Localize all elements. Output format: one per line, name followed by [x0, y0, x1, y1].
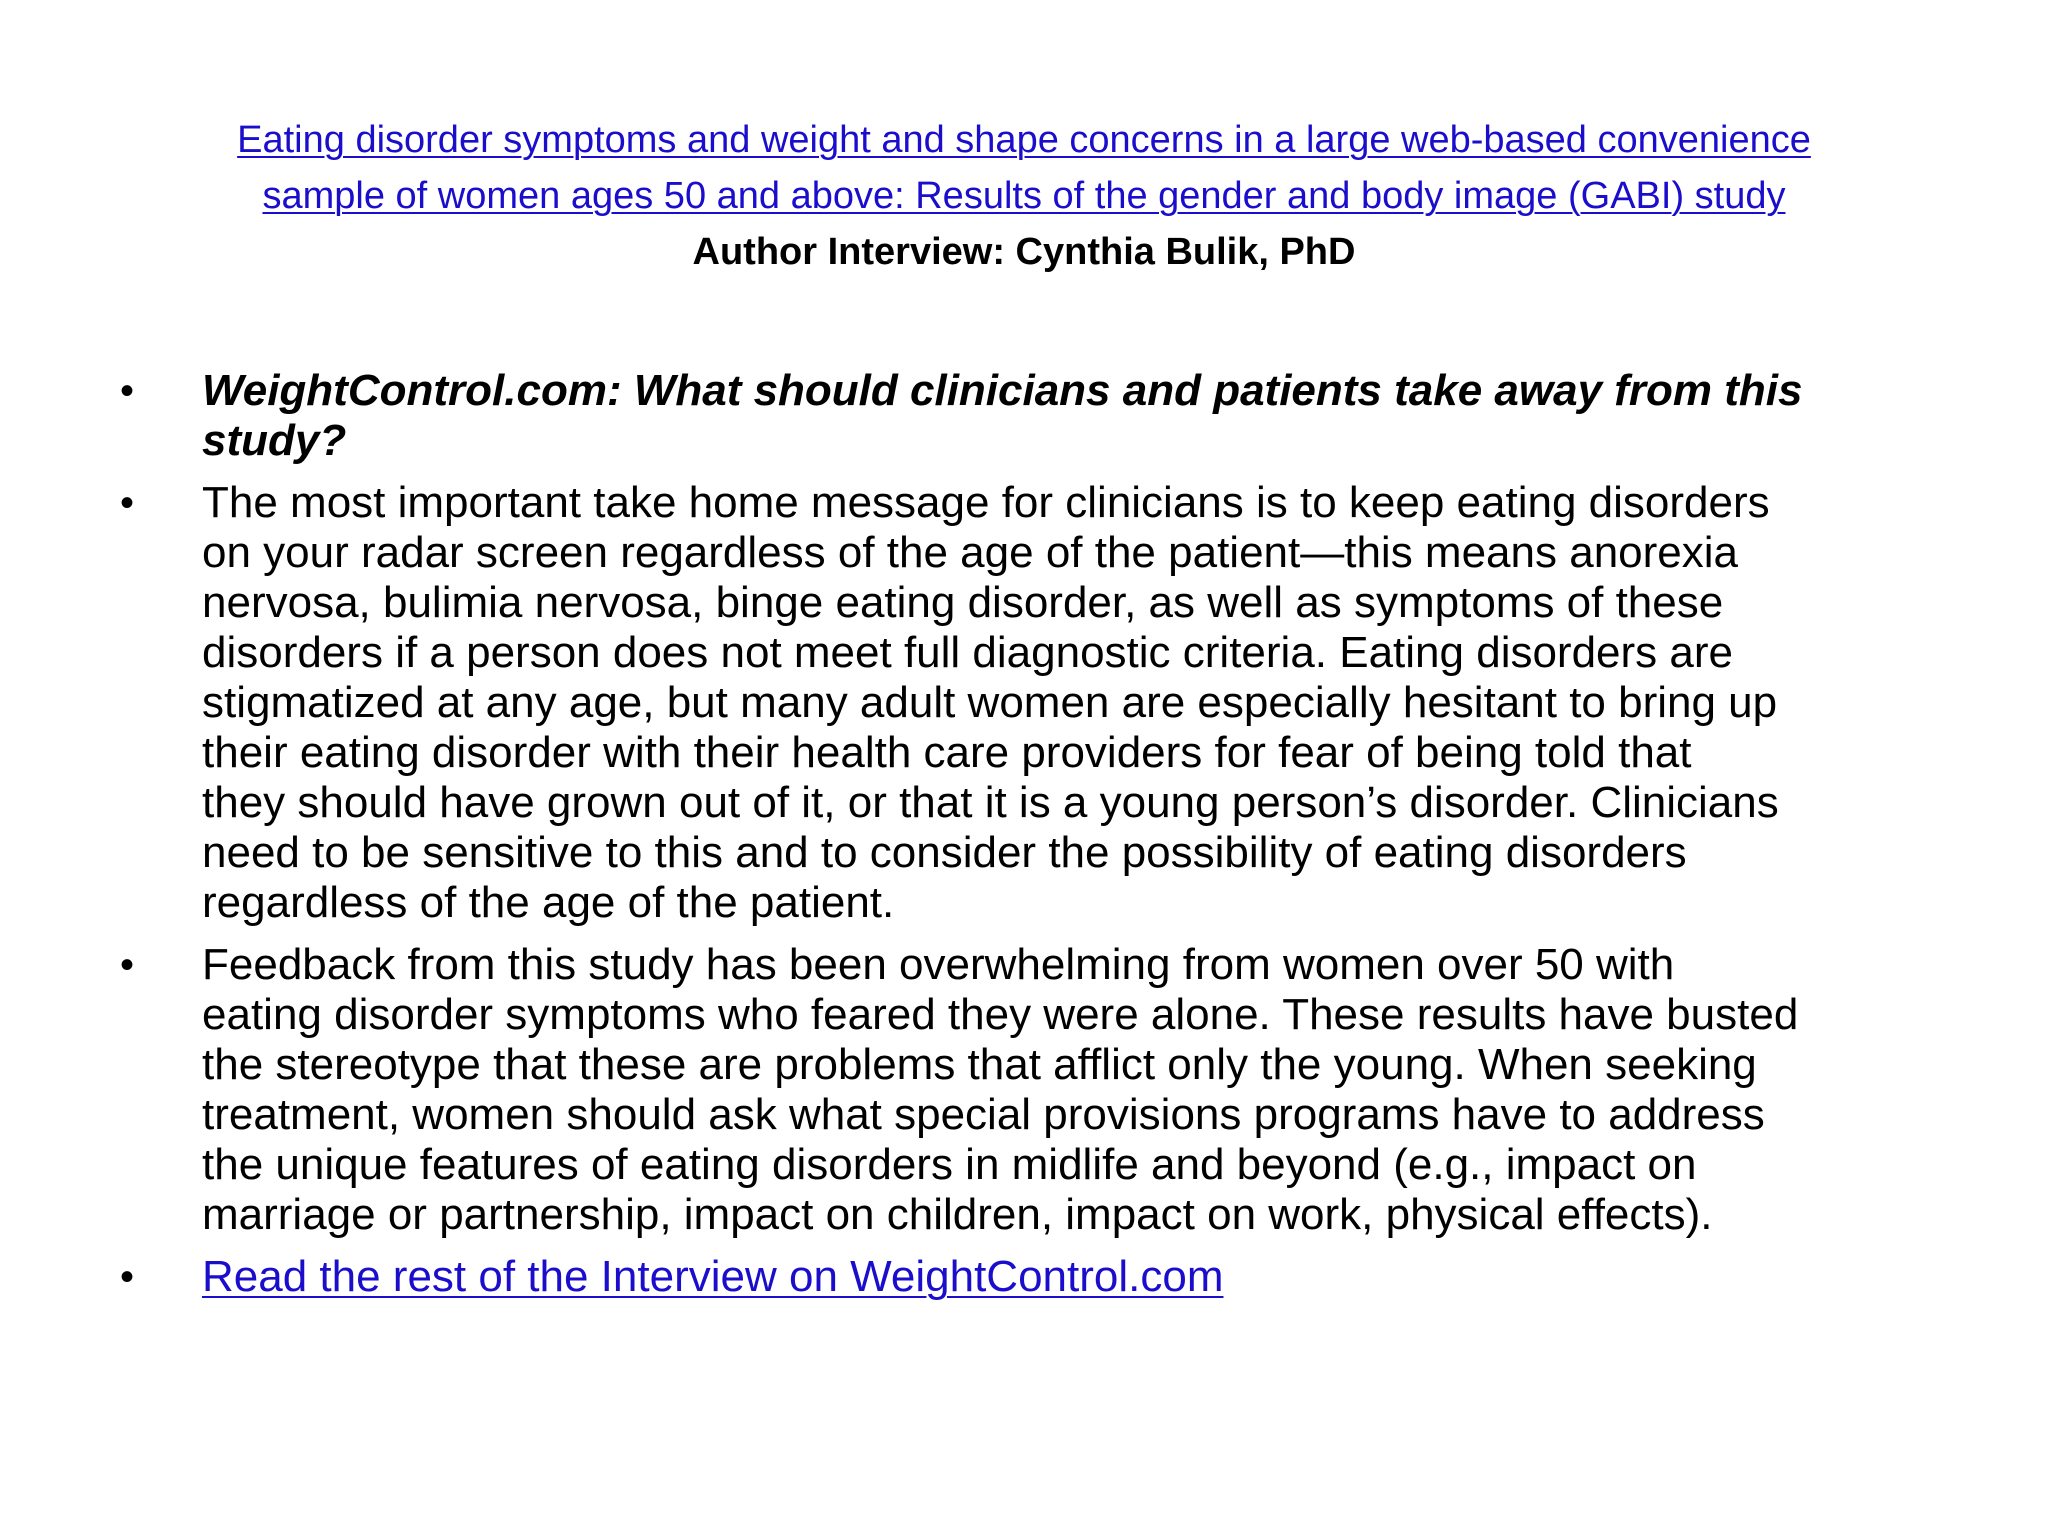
bullet-marker: •: [120, 1255, 135, 1299]
answer-line: their eating disorder with their health care providers for fear of being told that: [202, 728, 1692, 777]
study-title-line: Eating disorder symptoms and weight and shape concerns in a large web-based convenience: [237, 119, 1811, 161]
bullet-answer-feedback: [0, 940, 2048, 1240]
study-title-line: sample of women ages 50 and above: Results of the gender and body image (GABI) study: [262, 175, 1786, 217]
answer-line: nervosa, bulimia nervosa, binge eating disorder, as well as symptoms of these: [202, 578, 1724, 627]
answer-line: on your radar screen regardless of the age of the patient—this means anorexia: [202, 528, 1739, 577]
study-title-link[interactable]: [120, 112, 1928, 224]
bullet-marker: •: [120, 369, 135, 413]
bullet-marker: •: [120, 481, 135, 525]
answer-line: eating disorder symptoms who feared they were alone. These results have busted: [202, 990, 1799, 1039]
answer-line: Feedback from this study has been overwhelming from women over 50 with: [202, 940, 1675, 989]
answer-line: they should have grown out of it, or that it is a young person’s disorder. Clinicians: [202, 778, 1779, 827]
answer-line: marriage or partnership, impact on children, impact on work, physical effects).: [202, 1190, 1713, 1239]
question-line: study?: [202, 416, 347, 465]
answer-line: disorders if a person does not meet full diagnostic criteria. Eating disorders are: [202, 628, 1733, 677]
answer-line: treatment, women should ask what special provisions programs have to address: [202, 1090, 1765, 1139]
bullet-question: [0, 366, 2048, 466]
answer-line: regardless of the age of the patient.: [202, 878, 895, 927]
bullet-list: [0, 366, 2048, 1314]
answer-line: The most important take home message for clinicians is to keep eating disorders: [202, 478, 1770, 527]
author-line: Author Interview: Cynthia Bulik, PhD: [692, 231, 1356, 273]
answer-line: stigmatized at any age, but many adult women are especially hesitant to bring up: [202, 678, 1778, 727]
question-text: [202, 366, 1988, 466]
answer-line: the unique features of eating disorders in midlife and beyond (e.g., impact on: [202, 1140, 1697, 1189]
answer-line: need to be sensitive to this and to consider the possibility of eating disorders: [202, 828, 1687, 877]
read-more-link[interactable]: Read the rest of the Interview on WeightControl.com: [202, 1252, 1224, 1301]
slide-header: [120, 112, 1928, 280]
question-line: WeightControl.com: What should clinicians and patients take away from this: [202, 366, 1803, 415]
answer-line: the stereotype that these are problems that afflict only the young. When seeking: [202, 1040, 1757, 1089]
bullet-answer-clinicians: [0, 478, 2048, 928]
bullet-marker: •: [120, 943, 135, 987]
bullet-read-more: [0, 1252, 2048, 1302]
